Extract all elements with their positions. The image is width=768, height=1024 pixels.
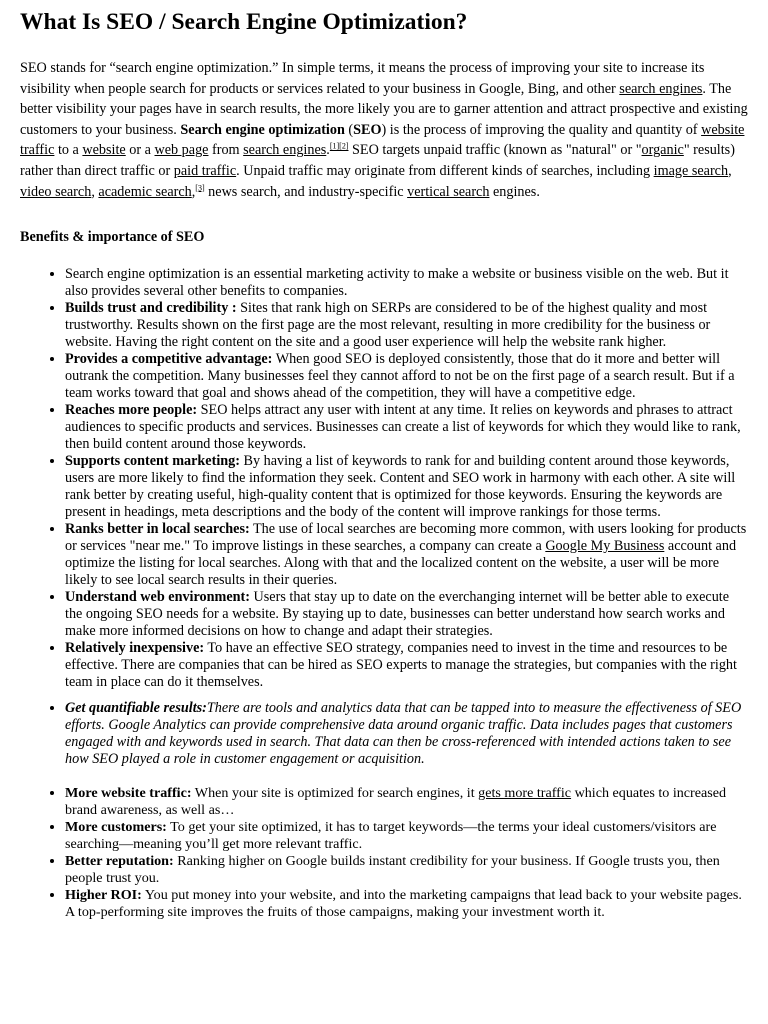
intro-text: to a	[54, 142, 83, 159]
intro-text: (	[344, 121, 354, 138]
intro-text: SEO targets unpaid traffic (known as "natural" or "	[348, 142, 642, 159]
list-item	[65, 351, 748, 402]
list-item	[65, 887, 748, 921]
image-search-link[interactable]: image search	[653, 162, 729, 179]
list-item	[65, 266, 748, 300]
list-item	[65, 453, 748, 521]
list-item-bold: More website traffic:	[65, 785, 192, 802]
list-item	[65, 640, 748, 691]
list-item	[65, 819, 748, 853]
intro-text: . Unpaid traffic may originate from different kinds of searches, including	[236, 162, 654, 179]
intro-bold-term: Search engine optimization	[180, 121, 345, 138]
list-item-bold: Better reputation:	[65, 853, 174, 870]
list-item-text: Ranking higher on Google builds instant credibility for your business. If Google trusts you, then people trust you.	[65, 853, 720, 887]
website-link[interactable]: website	[82, 142, 126, 159]
page-title: What Is SEO / Search Engine Optimization?	[20, 9, 468, 35]
citation-3-link[interactable]: [3]	[195, 182, 205, 192]
intro-text: . The better visibility your pages have in search results, the more likely you are to garner attention and attract prospective and existing customers to your business.	[20, 80, 748, 138]
intro-text: or a	[125, 142, 155, 159]
list-item-text: SEO helps attract any user with intent at any time. It relies on keywords and phrases to attract audiences to specific products and services. Businesses can create a list of keywords for which they would like to rank, then build content around those keywords.	[65, 402, 741, 453]
intro-text: SEO stands for “search engine optimization.” In simple terms, it means the process of improving your site to increase its visibility when people search for products or services related to your business in Google, Bing, and other	[20, 60, 705, 97]
list-item-bold: Relatively inexpensive:	[65, 640, 205, 657]
intro-paragraph	[20, 58, 748, 202]
video-search-link[interactable]: video search	[20, 183, 92, 200]
more-benefits-list	[20, 785, 748, 921]
list-item-bold: Get quantifiable results:	[65, 700, 207, 717]
list-item	[65, 785, 748, 819]
list-item	[65, 700, 748, 768]
search-engines-link[interactable]: search engines	[619, 80, 703, 97]
list-item	[65, 402, 748, 453]
list-item-bold: More customers:	[65, 819, 167, 836]
list-item-text: Sites that rank high on SERPs are considered to be of the highest quality and most trustworthy. Results shown on the first page are the most relevant, resulting in more credibility for the business or website. Having the right content on the site and a good user experience will help the website rank higher.	[65, 300, 711, 351]
list-item-bold: Supports content marketing:	[65, 453, 240, 470]
list-item	[65, 521, 748, 589]
intro-text: ,	[191, 183, 196, 200]
website-traffic-link[interactable]: website traffic	[20, 121, 745, 159]
list-item-bold: Higher ROI:	[65, 887, 142, 904]
intro-text: from	[208, 142, 244, 159]
intro-text: .	[326, 142, 330, 159]
list-item-text: To get your site optimized, it has to target keywords—the terms your ideal customers/visitors are searching—meaning you’ll get more relevant traffic.	[65, 819, 717, 853]
list-item-text: There are tools and analytics data that can be tapped into to measure the effectiveness of SEO efforts. Google Analytics can provide comprehensive data around organic traffic. Data includes pages that customers engaged with and keywords used in search. That data can then be cross-referenced with intended actions taken to see how SEO played a role in customer engagement or acquisition.	[65, 700, 742, 768]
list-item-text: which equates to increased brand awareness, as well as…	[65, 785, 727, 819]
google-my-business-link[interactable]: Google My Business	[545, 538, 665, 555]
intro-bold-term: SEO	[353, 121, 382, 138]
list-item-text: Users that stay up to date on the everchanging internet will be better able to execute the ongoing SEO needs for a website. By staying up to date, businesses can better understand how search works and make more informed decisions on how to change and adapt their strategies.	[65, 589, 730, 640]
search-engines-link-2[interactable]: search engines	[243, 142, 327, 159]
list-item-text: You put money into your website, and into the marketing campaigns that lead back to your website pages. A top-performing site improves the fruits of those campaigns, making your investment worth it.	[65, 887, 742, 921]
list-item	[65, 300, 748, 351]
list-item-text: By having a list of keywords to rank for and building content around those keywords, users are more likely to find the information they seek. Content and SEO work in harmony with each other. A site will rank better by creating useful, high-quality content that is optimized for those keywords. Ensuring the keywords are present in headings, meta descriptions and the body of the content will improve rankings for those terms.	[65, 453, 736, 521]
intro-text: ,	[91, 183, 99, 200]
gets-more-traffic-link[interactable]: gets more traffic	[478, 785, 572, 802]
web-page-link[interactable]: web page	[154, 142, 209, 159]
organic-link[interactable]: organic	[641, 142, 684, 159]
list-item-bold: Ranks better in local searches:	[65, 521, 250, 538]
list-item	[65, 589, 748, 640]
list-item-text: When good SEO is deployed consistently, those that do it more and better will outrank the competition. Many businesses feel they cannot afford to not be on the first page of a search result. But if a team works toward that goal and shows ahead of the competition, they will have a competitive edge.	[65, 351, 735, 402]
list-item-bold: Provides a competitive advantage:	[65, 351, 273, 368]
list-item-bold: Builds trust and credibility :	[65, 300, 237, 317]
list-item-text: The use of local searches are becoming more common, with users looking for products or services "near me." To improve listings in these searches, a company can create a	[65, 521, 747, 555]
list-item-text: To have an effective SEO strategy, companies need to invest in the time and resources to be effective. There are companies that can be hired as SEO experts to manage the strategies, but companies with the right team in place can do it themselves.	[65, 640, 737, 691]
quantifiable-results-list	[20, 700, 748, 768]
vertical-search-link[interactable]: vertical search	[407, 183, 490, 200]
list-item-bold: Reaches more people:	[65, 402, 198, 419]
paid-traffic-link[interactable]: paid traffic	[173, 162, 237, 179]
list-item	[65, 853, 748, 887]
benefits-list	[20, 266, 748, 691]
intro-text: ,	[728, 162, 732, 179]
intro-text: " results) rather than direct traffic or	[20, 142, 735, 179]
list-item-text: Search engine optimization is an essential marketing activity to make a website or business visible on the web. But it also provides several other benefits to companies.	[65, 266, 729, 300]
academic-search-link[interactable]: academic search	[98, 183, 192, 200]
list-item-text: When your site is optimized for search engines, it	[191, 785, 479, 802]
citation-1-2-link[interactable]: [1][2]	[329, 141, 349, 151]
benefits-heading: Benefits & importance of SEO	[20, 229, 205, 246]
intro-text: news search, and industry-specific	[204, 183, 408, 200]
intro-text: ) is the process of improving the quality and quantity of	[381, 121, 702, 138]
list-item-bold: Understand web environment:	[65, 589, 250, 606]
intro-text: engines.	[489, 183, 540, 200]
list-item-text: account and optimize the listing for local searches. Along with that and the localized content on the website, a user will be more likely to see local search results in their queries.	[65, 538, 737, 589]
